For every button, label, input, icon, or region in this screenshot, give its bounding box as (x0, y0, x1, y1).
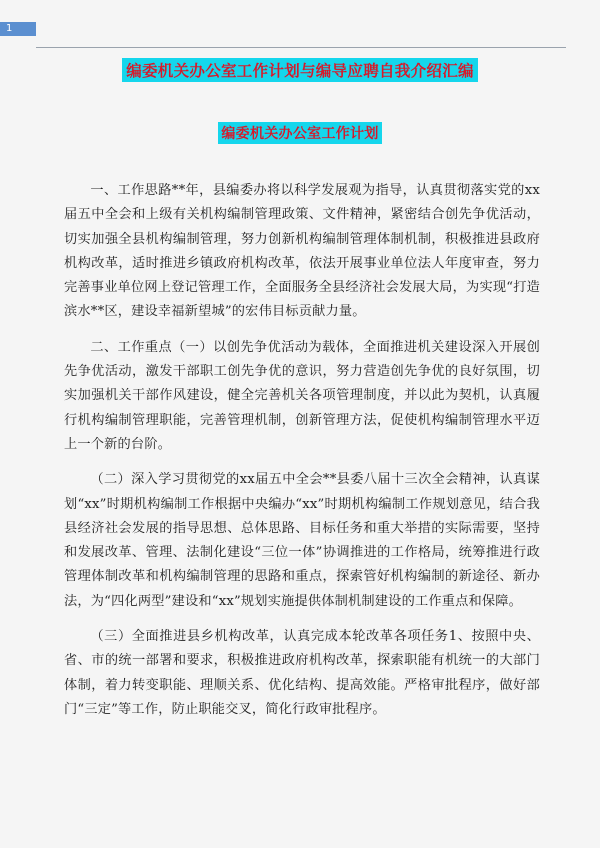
section-title-container (0, 122, 600, 144)
paragraph-work-priorities: 二、工作重点（一）以创先争优活动为载体，全面推进机关建设深入开展创先争优活动，激发干部职工创先争优的意识，努力营造创先争优的良好氛围，切实加强机关干部作风建设，健全完善机关各项管理制度，并以此为契机，认真履行机构编制管理职能，完善管理机制，创新管理方法，促使机构编制管理水平迈上一个新的台阶。 (64, 339, 540, 452)
paragraph-institutional-reform: （三）全面推进县乡机构改革，认真完成本轮改革各项任务1、按照中央、省、市的统一部署和要求，积极推进政府机构改革，探索职能有机统一的大部门体制，着力转变职能、理顺关系、优化结构、提高效能。严格审批程序，做好部门“三定”等工作，防止职能交叉，简化行政审批程序。 (64, 629, 540, 717)
section-title: 编委机关办公室工作计划 (218, 122, 381, 144)
document-title-container (0, 58, 600, 82)
document-body (64, 179, 540, 733)
paragraph-work-approach: 一、工作思路**年，县编委办将以科学发展观为指导，认真贯彻落实党的xx届五中全会和上级有关机构编制管理政策、文件精神，紧密结合创先争优活动，切实加强全县机构编制管理，努力创新机构编制管理体制机制，积极推进县政府机构改革，适时推进乡镇政府机构改革，依法开展事业单位法人年度审查，努力完善事业单位网上登记管理工作，全面服务全县经济社会发展大局，为实现“打造滨水**区，建设幸福新望城”的宏伟目标贡献力量。 (64, 183, 540, 320)
document-title: 编委机关办公室工作计划与编导应聘自我介绍汇编 (122, 58, 478, 82)
page-number-badge: 1 (0, 22, 36, 36)
header-divider (36, 47, 566, 48)
paragraph-study-plan: （二）深入学习贯彻党的xx届五中全会**县委八届十三次全会精神，认真谋划“xx”时期机构编制工作根据中央编办“xx”时期机构编制工作规划意见，结合我县经济社会发展的指导思想、总体思路、目标任务和重大举措的实际需要，坚持和发展改革、管理、法制化建设“三位一体”协调推进的工作格局，统筹推进行政管理体制改革和机构编制管理的思路和重点，探索管好机构编制的新途径、新办法，为“四化两型”建设和“xx”规划实施提供体制机制建设的工作重点和保障。 (64, 472, 540, 609)
